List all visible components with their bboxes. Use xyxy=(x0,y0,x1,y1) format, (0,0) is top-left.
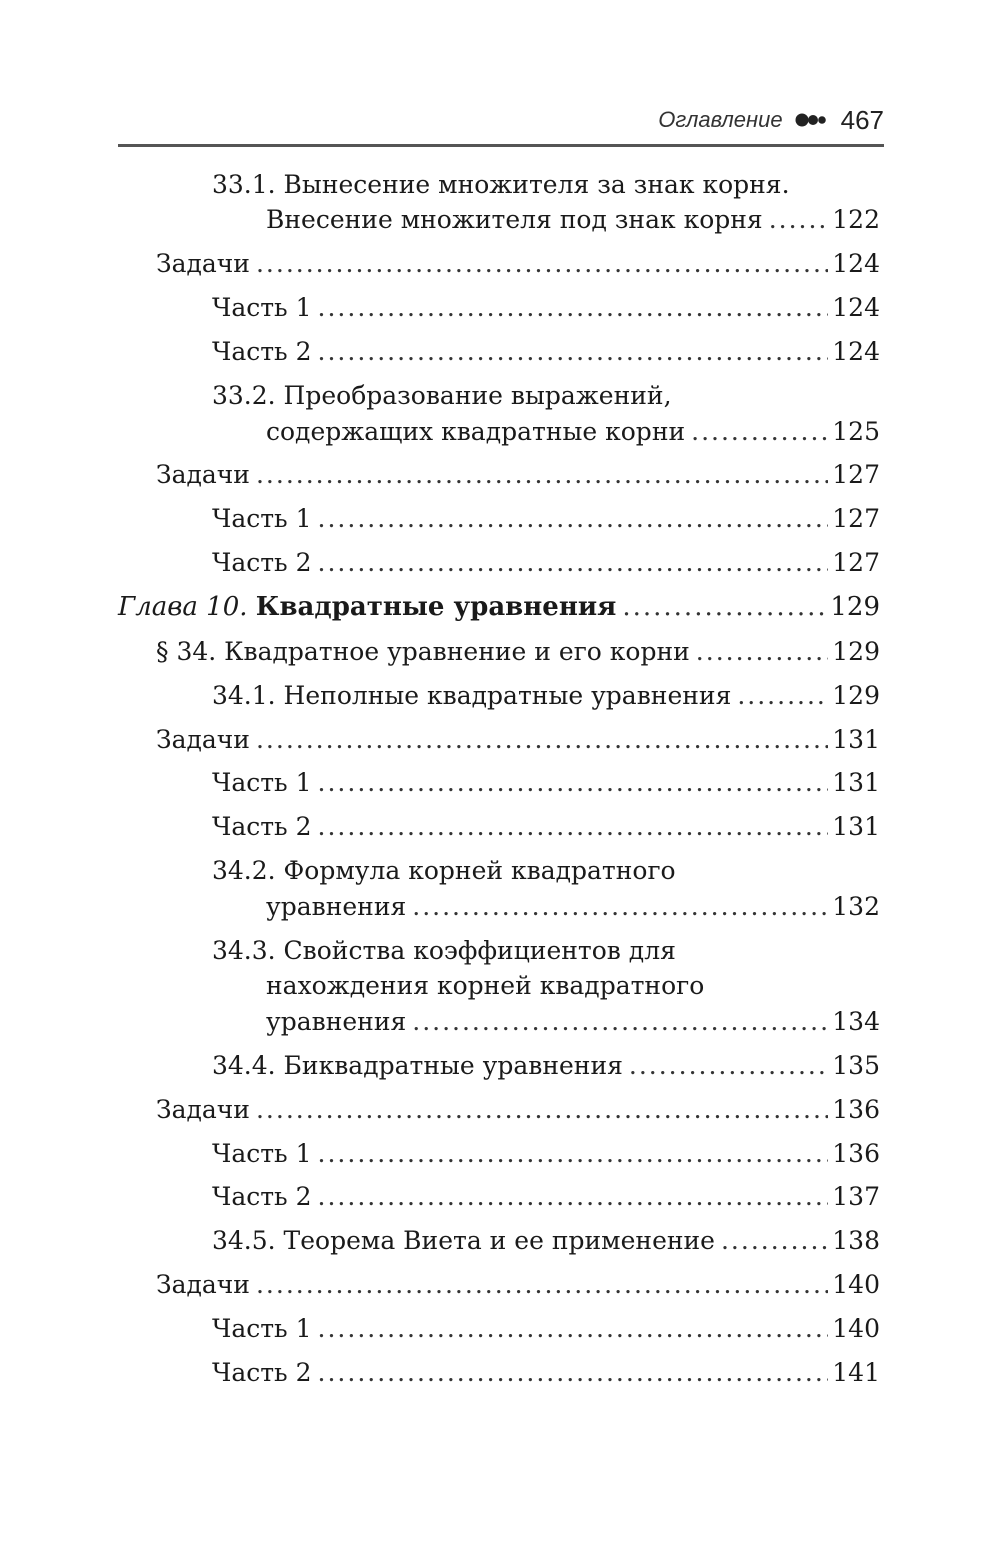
toc-page-number: 131 xyxy=(832,768,880,797)
toc-page-number: 140 xyxy=(832,1314,880,1343)
toc-entry-title: Часть 2 xyxy=(212,1358,312,1387)
toc-entry[interactable] xyxy=(156,1095,880,1124)
toc-entry-title: содержащих квадратные корни xyxy=(266,417,686,446)
dot-leader xyxy=(318,1358,829,1387)
toc-entry[interactable] xyxy=(266,892,880,921)
toc-page-number: 127 xyxy=(832,548,880,577)
toc-entry-title-line: 34.2. Формула корней квадратного xyxy=(212,856,676,885)
toc-entry-title: § 34. Квадратное уравнение и его корни xyxy=(156,637,690,666)
dot-leader xyxy=(691,417,828,446)
toc-entry-title: уравнения xyxy=(266,892,407,921)
toc-page-number: 129 xyxy=(832,681,880,710)
toc-entry[interactable] xyxy=(212,1182,880,1211)
dot-leader xyxy=(256,1270,828,1299)
toc-chapter-entry[interactable] xyxy=(118,592,880,622)
toc-entry-title: 34.4. Биквадратные уравнения xyxy=(212,1051,623,1080)
toc-entry-title: Задачи xyxy=(156,1270,250,1299)
dot-leader xyxy=(629,1051,828,1080)
toc-entry-title-line: нахождения корней квадратного xyxy=(266,971,705,1000)
toc-page-number: 131 xyxy=(832,725,880,754)
toc-entry-title: Часть 2 xyxy=(212,1182,312,1211)
toc-page-number: 124 xyxy=(832,293,880,322)
dot-leader xyxy=(256,1095,828,1124)
toc-page-number: 125 xyxy=(832,417,880,446)
toc-page-number: 141 xyxy=(832,1358,880,1387)
toc-page-number: 127 xyxy=(832,460,880,489)
dot-leader xyxy=(769,205,829,234)
toc-entry[interactable] xyxy=(156,460,880,489)
chapter-number: Глава 10. xyxy=(118,592,248,622)
dot-leader xyxy=(696,637,828,666)
toc-entry[interactable] xyxy=(266,417,880,446)
dot-leader xyxy=(256,249,828,278)
dot-leader xyxy=(622,592,826,622)
toc-entry[interactable] xyxy=(156,1270,880,1299)
toc-entry[interactable] xyxy=(212,1226,880,1255)
toc-entry-title-line: 33.1. Вынесение множителя за знак корня. xyxy=(212,170,790,199)
toc-entry[interactable] xyxy=(156,725,880,754)
toc-page-number: 131 xyxy=(832,812,880,841)
dot-leader xyxy=(721,1226,828,1255)
toc-page-number: 136 xyxy=(832,1139,880,1168)
toc-entry[interactable] xyxy=(212,293,880,322)
dot-leader xyxy=(318,1139,829,1168)
dot-leader xyxy=(318,812,829,841)
toc-page-number: 124 xyxy=(832,337,880,366)
toc-entry[interactable] xyxy=(212,1139,880,1168)
chapter-title: Квадратные уравнения xyxy=(255,592,617,622)
toc-entry[interactable] xyxy=(212,337,880,366)
running-head-page-number: 467 xyxy=(840,104,884,135)
running-head xyxy=(118,100,884,140)
toc-page-number: 140 xyxy=(832,1270,880,1299)
toc-entry-title: Часть 1 xyxy=(212,1314,312,1343)
toc-entry-title: Часть 2 xyxy=(212,337,312,366)
toc-entry[interactable] xyxy=(212,504,880,533)
dot-leader xyxy=(256,460,828,489)
toc-entry-title: Часть 1 xyxy=(212,1139,312,1168)
dot-leader xyxy=(318,504,829,533)
toc-page-number: 129 xyxy=(830,592,880,622)
toc-entry-title: уравнения xyxy=(266,1007,407,1036)
dot-leader xyxy=(318,768,829,797)
toc-entry[interactable] xyxy=(212,812,880,841)
toc-entry-title: Часть 1 xyxy=(212,293,312,322)
toc-page-number: 124 xyxy=(832,249,880,278)
toc-entry-title-line: 33.2. Преобразование выражений, xyxy=(212,381,672,410)
dot-leader xyxy=(737,681,828,710)
toc-page-number: 136 xyxy=(832,1095,880,1124)
toc-entry-title: Часть 2 xyxy=(212,548,312,577)
running-head-label: Оглавление xyxy=(658,107,783,132)
toc-entry[interactable] xyxy=(212,548,880,577)
dot-leader xyxy=(256,725,828,754)
toc-entry-title: Внесение множителя под знак корня xyxy=(266,205,763,234)
toc-entry[interactable] xyxy=(212,1051,880,1080)
header-rule xyxy=(118,144,884,147)
dot-leader xyxy=(318,1314,829,1343)
toc-entry-title: Задачи xyxy=(156,460,250,489)
chapter-heading xyxy=(118,592,616,622)
toc-page-number: 137 xyxy=(832,1182,880,1211)
toc-page-number: 135 xyxy=(832,1051,880,1080)
dot-leader xyxy=(318,548,829,577)
toc-entry[interactable] xyxy=(212,1358,880,1387)
toc-page-number: 138 xyxy=(832,1226,880,1255)
dot-leader xyxy=(318,337,829,366)
dot-leader xyxy=(318,1182,829,1211)
toc-page-number: 127 xyxy=(832,504,880,533)
dot-leader xyxy=(318,293,829,322)
toc-entry[interactable] xyxy=(212,768,880,797)
toc-entry-title: Задачи xyxy=(156,249,250,278)
toc-entry[interactable] xyxy=(212,681,880,710)
toc-page-number: 134 xyxy=(832,1007,880,1036)
toc-entry-title: Задачи xyxy=(156,725,250,754)
toc-entry-title: 34.5. Теорема Виета и ее применение xyxy=(212,1226,715,1255)
dot-leader xyxy=(412,1007,828,1036)
toc-entry[interactable] xyxy=(212,1314,880,1343)
toc-entry[interactable] xyxy=(266,205,880,234)
toc-entry[interactable] xyxy=(156,637,880,666)
toc-entry-title-line: 34.3. Свойства коэффициентов для xyxy=(212,936,676,965)
dot-leader xyxy=(412,892,828,921)
toc-entry-title: Задачи xyxy=(156,1095,250,1124)
toc-entry-title: Часть 2 xyxy=(212,812,312,841)
triple-dot-ornament-icon xyxy=(795,112,829,128)
toc-entry-title: Часть 1 xyxy=(212,768,312,797)
toc-page-number: 132 xyxy=(832,892,880,921)
toc-entry-title: 34.1. Неполные квадратные уравнения xyxy=(212,681,732,710)
toc-entry-title: Часть 1 xyxy=(212,504,312,533)
toc-page-number: 129 xyxy=(832,637,880,666)
toc-entry[interactable] xyxy=(266,1007,880,1036)
toc-entry[interactable] xyxy=(156,249,880,278)
toc-page-number: 122 xyxy=(832,205,880,234)
